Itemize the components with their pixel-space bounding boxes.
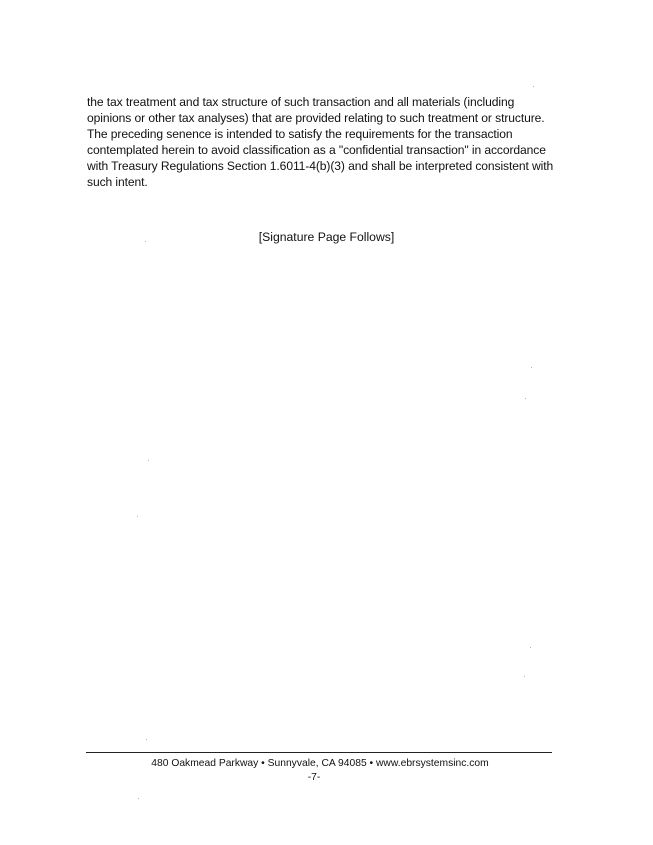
paragraph-line: opinions or other tax analyses) that are provided relating to such treatment or structure. <box>87 111 545 125</box>
body-paragraph <box>87 94 562 190</box>
scan-speck <box>137 516 138 517</box>
scan-speck <box>138 798 139 799</box>
scan-speck <box>148 460 149 461</box>
scan-speck <box>531 367 532 368</box>
footer-divider <box>86 752 552 753</box>
signature-page-note: [Signature Page Follows] <box>258 230 395 244</box>
page-number: -7- <box>307 772 321 783</box>
paragraph-line: The preceding senence is intended to satisfy the requirements for the transaction <box>87 127 513 141</box>
footer-address: 480 Oakmead Parkway • Sunnyvale, CA 94085 • www.ebrsystemsinc.com <box>151 758 489 769</box>
scan-speck <box>146 739 147 740</box>
scan-speck <box>524 676 525 677</box>
paragraph-line: with Treasury Regulations Section 1.6011-4(b)(3) and shall be interpreted consistent with <box>87 159 554 173</box>
scan-speck <box>533 86 534 87</box>
paragraph-line: contemplated herein to avoid classification as a "confidential transaction" in accordance <box>87 143 546 157</box>
paragraph-line: the tax treatment and tax structure of such transaction and all materials (including <box>87 95 515 109</box>
paragraph-line: such intent. <box>87 175 148 189</box>
scan-speck <box>525 398 526 399</box>
scan-speck <box>530 647 531 648</box>
